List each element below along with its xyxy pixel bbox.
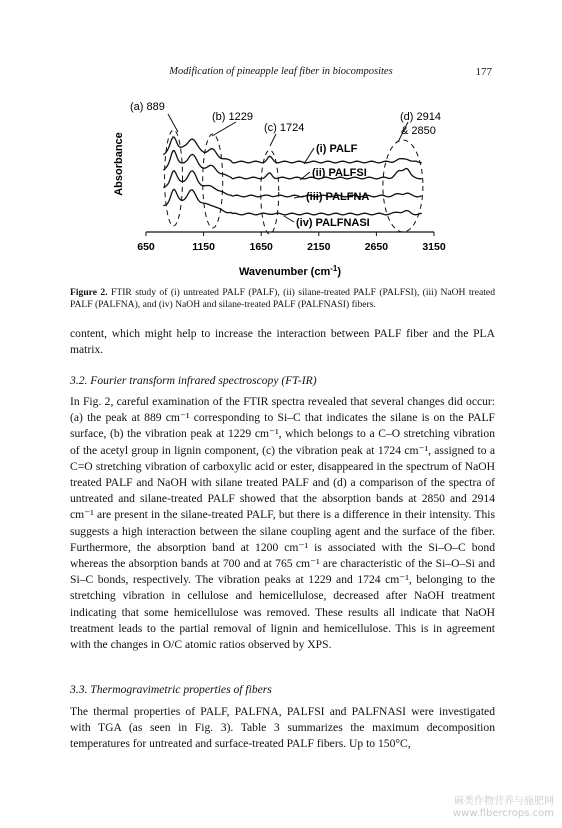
peak-annotation: (a) 889 xyxy=(130,101,165,113)
series-label-leader xyxy=(284,216,294,222)
site-watermark xyxy=(453,796,554,820)
spectrum-line-1 xyxy=(163,137,422,163)
peak-annotation: (d) 2914 xyxy=(400,111,441,123)
x-axis-ticks xyxy=(137,232,446,253)
annotation-arrow xyxy=(212,122,236,136)
section-heading-tga: 3.3. Thermogravimetric properties of fibers xyxy=(70,683,272,696)
watermark-line-1: 麻类作物营养与施肥网 xyxy=(454,796,554,807)
annotation-arrow xyxy=(270,134,276,146)
peak-annotation: & 2850 xyxy=(401,125,436,137)
x-tick-label: 2650 xyxy=(364,241,389,253)
caption-text: FTIR study of (i) untreated PALF (PALF), (ii) silane-treated PALF (PALFSI), (iii) NaOH treated PALF (PALFNA), and (iv) NaOH and silane-treated PALF (PALFNASI) fibers. xyxy=(70,287,495,310)
x-tick-label: 1650 xyxy=(249,241,273,253)
series-labels xyxy=(284,143,370,229)
x-tick-label: 1150 xyxy=(192,241,215,253)
annotation-arrow xyxy=(168,114,178,132)
x-tick-label: 650 xyxy=(137,241,155,253)
ftir-figure xyxy=(108,92,448,284)
caption-label: Figure 2. xyxy=(70,287,108,298)
peak-guide-ellipse xyxy=(383,140,423,232)
series-label: (i) PALF xyxy=(316,143,358,155)
y-axis-label: Absorbance xyxy=(113,132,125,196)
running-title: Modification of pineapple leaf fiber in biocomposites xyxy=(169,66,393,77)
peak-dashed-guides xyxy=(165,130,423,234)
figure-caption xyxy=(70,287,495,311)
paragraph-intro: content, which might help to increase the interaction between PALF fiber and the PLA matrix. xyxy=(70,327,495,357)
running-header xyxy=(70,66,492,82)
section-heading-ftir: 3.2. Fourier transform infrared spectroscopy (FT-IR) xyxy=(70,374,317,387)
series-label: (ii) PALFSI xyxy=(312,167,367,179)
peak-guide-ellipse xyxy=(203,134,223,228)
peak-annotation: (c) 1724 xyxy=(264,122,305,134)
peak-annotations xyxy=(130,101,441,146)
x-axis-label: Wavenumber $(cm^{-1})$ xyxy=(238,264,342,278)
page-number: 177 xyxy=(475,66,492,78)
series-label: (iv) PALFNASI xyxy=(296,217,370,229)
peak-guide-ellipse xyxy=(165,130,183,226)
peak-annotation: (b) 1229 xyxy=(212,111,253,123)
x-tick-label: 3150 xyxy=(422,241,446,253)
section-body-tga: The thermal properties of PALF, PALFNA, PALFSI and PALFNASI were investigated with TGA (as seen in Fig. 3). Table 3 summarizes the maximum decomposition temperatures for untreated and surface-treated PALF fibers. Up to 150°C, xyxy=(70,705,495,751)
ftir-spectra-chart xyxy=(108,92,448,284)
x-tick-label: 2150 xyxy=(307,241,331,253)
series-label: (iii) PALFNA xyxy=(306,191,370,203)
section-body-ftir: In Fig. 2, careful examination of the FTIR spectra revealed that several changes did occur: (a) the peak at 889 cm⁻¹ corresponding to Si–C that indicates the silane is on the PALF surface, (b) the vibration peak at 1229 cm⁻¹, which belongs to a C–O stretching vibration of the acetyl group in lignin component, (c) the vibration peak at 1724 cm⁻¹, assigned to a C=O stretching vibration of carboxylic acid or ester, disappeared in the spectrum of NaOH treated PALF and NaOH with silane treated PALF and (d) a comparison of the spectra of untreated and silane-treated PALF showed that the absorption bands at 2850 and 2914 cm⁻¹ are present in the silane-treated PALF, but there is a difference in their intensity. This suggests a high interaction between the silane coupling agent and the surface of the fiber. Furthermore, the absorption band at 1200 cm⁻¹ is associated with the Si–O–C bond whereas the absorption bands at 700 and at 765 cm⁻¹ are characteristic of the Si–O–Si and Si–C bonds, respectively. The vibration peaks at 1229 and 1724 cm⁻¹, belonging to the stretching vibration in cellulose and hemicellulose, decreased after NaOH treatment indicating that some hemicellulose was removed. These results all indicate that NaOH treatment leads to the partial removal of lignin and hemicellulose. This is in agreement with the changes in O/C atomic ratios observed by XPS. xyxy=(70,395,495,652)
watermark-line-2: www.fibercrops.com xyxy=(452,808,554,819)
